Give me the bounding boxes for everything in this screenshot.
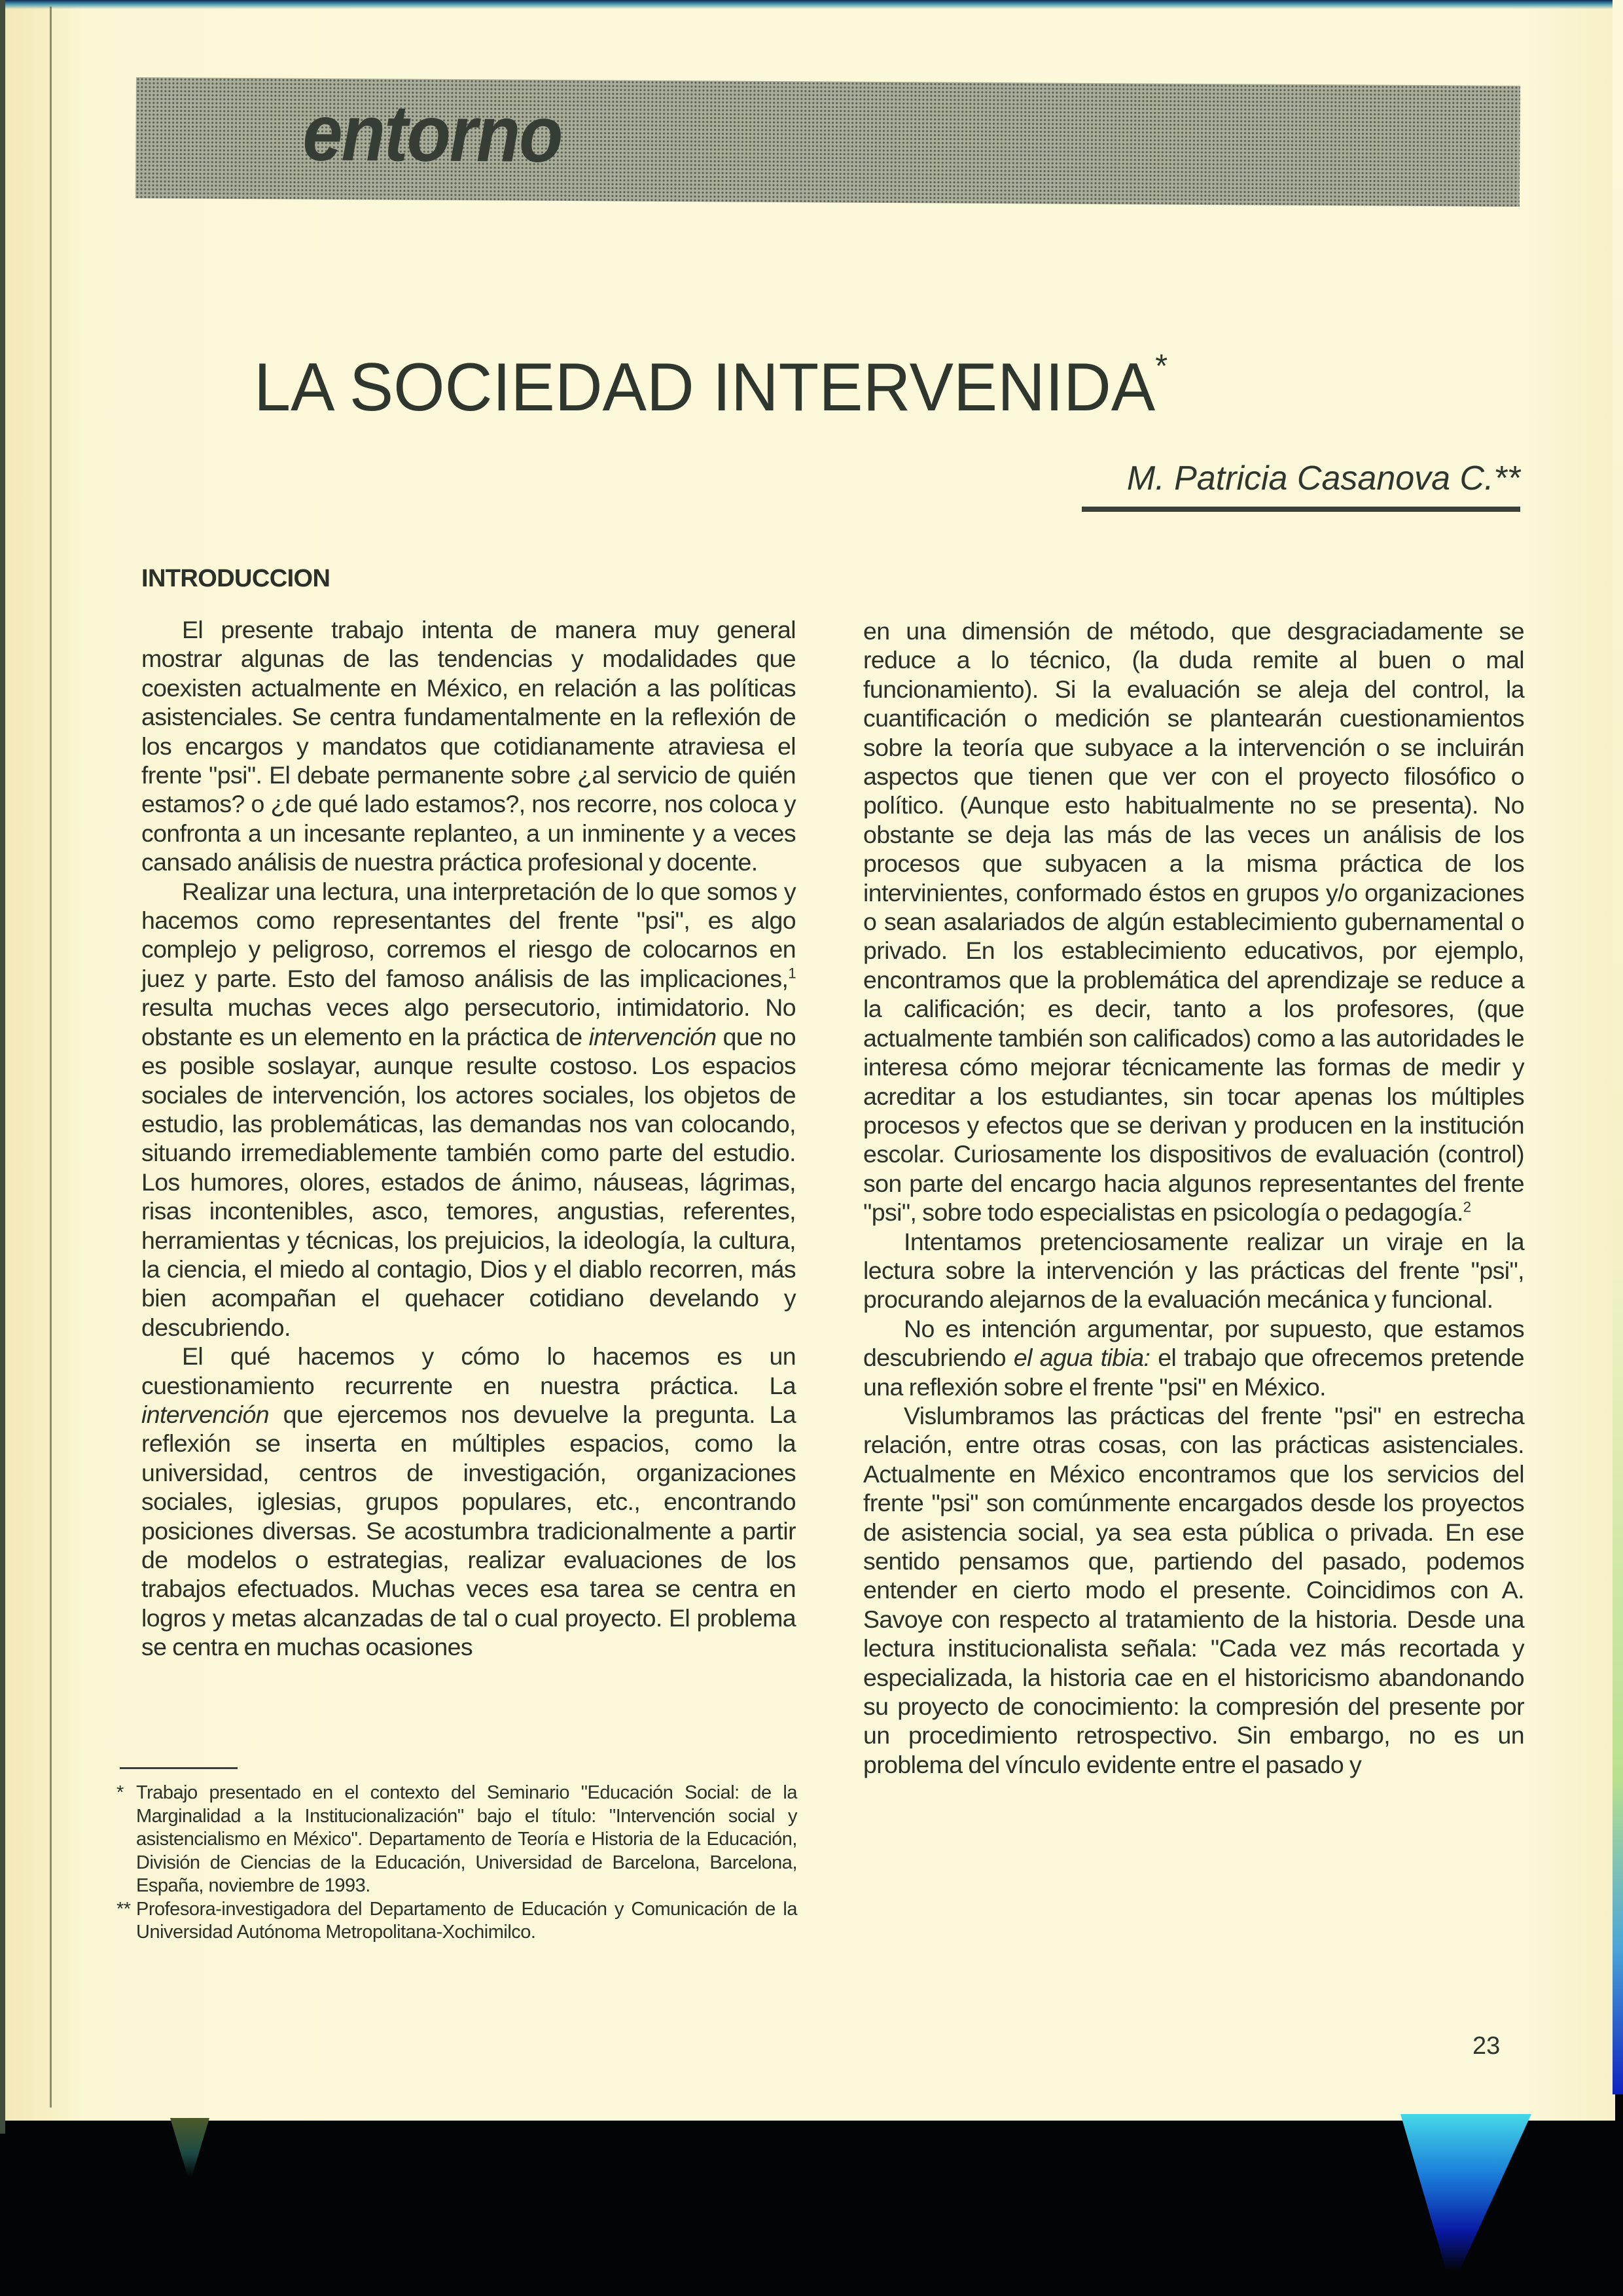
title-footnote-marker: *	[1155, 347, 1168, 384]
section-heading-introduccion: INTRODUCCION	[141, 565, 330, 592]
scan-light-glare-small	[170, 2118, 209, 2177]
paragraph: El qué hacemos y cómo lo hacemos es un cuestionamiento recurrente en nuestra práctica. La intervención que ejercemos nos devuelve la pregunta. La reflexión se inserta en múltiples espacios, como la universidad, centros de investigación, organizaciones sociales, iglesias, grupos populares, etc., encontrando posiciones diversas. Se acostumbra tradicionalmente a partir de modelos o estrategias, realizar evaluaciones de los trabajos efectuados. Muchas veces esa tarea se centra en logros y metas alcanzadas de tal o cual proyecto. El problema se centra en muchas ocasiones	[141, 1342, 796, 1661]
footnote-reference: 2	[1463, 1198, 1471, 1215]
italic-phrase: el agua tibia:	[1013, 1344, 1150, 1372]
paragraph: No es intención argumentar, por supuesto, que estamos descubriendo el agua tibia: el trabajo que ofrecemos pretende una reflexión sobre el frente "psi" en México.	[863, 1314, 1524, 1401]
page-right-edge	[1613, 0, 1623, 2094]
footnote-reference: 1	[788, 965, 796, 982]
footnote-text: Trabajo presentado en el contexto del Seminario "Educación Social: de la Marginalidad a la Institucionalización" bajo el título: "Intervención social y asistencialismo en México". Departamento de Teoría e Historia de la Educación, División de Ciencias de la Educación, Universidad de Barcelona, Barcelona, España, noviembre de 1993.	[136, 1782, 797, 1896]
paragraph: Vislumbramos las prácticas del frente "psi" en estrecha relación, entre otras cosas, con las prácticas asistenciales. Actualmente en México encontramos que los servicios del frente "psi" son comúnmente encargados desde los proyectos de asistencia social, ya sea esta pública o privada. En ese sentido pensamos que, partiendo del pasado, podemos entender en cierto modo el presente. Coincidimos con A. Savoye con respecto al tratamiento de la historia. Desde una lectura institucionalista señala: "Cada vez más recortada y especializada, la historia cae en el historicismo abandonando su proyecto de conocimiento: la compresión del presente por un procedimiento retrospectivo. Sin embargo, no es un problema del vínculo evidente entre el pasado y	[863, 1401, 1524, 1778]
paragraph: Intentamos pretenciosamente realizar un viraje en la lectura sobre la intervención y las prácticas del frente "psi", procurando alejarnos de la evaluación mecánica y funcional.	[863, 1227, 1524, 1314]
page-number: 23	[1472, 2032, 1501, 2060]
footnote-separator	[120, 1767, 238, 1769]
byline	[1082, 458, 1520, 512]
footnote	[116, 1898, 797, 1945]
footnotes	[116, 1782, 797, 1945]
paragraph: El presente trabajo intenta de manera muy general mostrar algunas de las tendencias y modalidades que coexisten actualmente en México, en relación a las políticas asistenciales. Se centra fundamentalmente en la reflexión de los encargos y mandatos que cotidianamente atraviesa el frente "psi". El debate permanente sobre ¿al servicio de quién estamos? o ¿de qué lado estamos?, nos recorre, nos coloca y confronta a un incesante replanteo, a un inminente y a veces cansado análisis de nuestra práctica profesional y docente.	[141, 616, 796, 876]
left-column	[141, 564, 796, 1662]
scan-light-glare	[1400, 2114, 1531, 2271]
magazine-page	[5, 0, 1615, 2121]
author-underline-rule	[1082, 507, 1520, 512]
section-banner	[135, 77, 1520, 207]
binding-gutter-line	[50, 7, 52, 2108]
right-column	[863, 617, 1524, 1779]
italic-term: intervención	[588, 1022, 717, 1050]
author-name: M. Patricia Casanova C.**	[1126, 459, 1520, 497]
footnote	[116, 1782, 797, 1898]
article-title-text: LA SOCIEDAD INTERVENIDA	[254, 349, 1156, 425]
footnote-marker: *	[116, 1782, 124, 1803]
section-label: entorno	[302, 88, 562, 179]
italic-term: intervención	[141, 1400, 270, 1428]
paragraph-continued: en una dimensión de método, que desgraciadamente se reduce a lo técnico, (la duda remite al buen o mal funcionamiento). Si la evaluación se aleja del control, la cuantificación o medición se plantearán cuestionamientos sobre la teoría que subyace a la intervención o se incluirán aspectos que tienen que ver con el proyecto filosófico o político. (Aunque esto habitualmente no se presenta). No obstante se deja las más de las veces un análisis de los procesos que subyacen a la misma práctica de los intervinientes, conformado éstos en grupos y/o organizaciones o sean asalariados de algún establecimiento gubernamental o privado. En los establecimiento educativos, por ejemplo, encontramos que la problemática del aprendizaje se reduce a la calificación; es decir, tanto a los profesores, (que actualmente también son calificados) como a las autoridades le interesa cómo mejorar técnicamente las formas de medir y acreditar a los estudiantes, sin tocar apenas los múltiples procesos y efectos que se derivan y producen en la institución escolar. Curiosamente los dispositivos de evaluación (control) son parte del encargo hacia algunos representantes del frente "psi", sobre todo especialistas en psicología o pedagogía.$^2$	[863, 617, 1524, 1227]
page-top-edge	[5, 0, 1615, 9]
adjacent-page-edge	[0, 0, 5, 2134]
article-title	[254, 347, 1397, 425]
footnote-marker: **	[116, 1898, 131, 1920]
footnote-text: Profesora-investigadora del Departamento de Educación y Comunicación de la Universidad Autónoma Metropolitana-Xochimilco.	[136, 1898, 797, 1943]
paragraph: Realizar una lectura, una interpretación de lo que somos y hacemos como representantes del frente "psi", es algo complejo y peligroso, corremos el riesgo de colocarnos en juez y parte. Esto del famoso análisis de las implicaciones,$^1$ resulta muchas veces algo persecutorio, intimidatorio. No obstante es un elemento en la práctica de intervención que no es posible soslayar, aunque resulte costoso. Los espacios sociales de intervención, los actores sociales, los objetos de estudio, las problemáticas, las demandas nos van colocando, situando irremediablemente también como parte del estudio. Los humores, olores, estados de ánimo, náuseas, lágrimas, risas incontenibles, asco, temores, angustias, referentes, herramientas y técnicas, los prejuicios, la ideología, la cultura, la ciencia, el miedo al contagio, Dios y el diablo recorren, más bien acompañan el quehacer cotidiano develando y descubriendo.	[141, 877, 796, 1341]
